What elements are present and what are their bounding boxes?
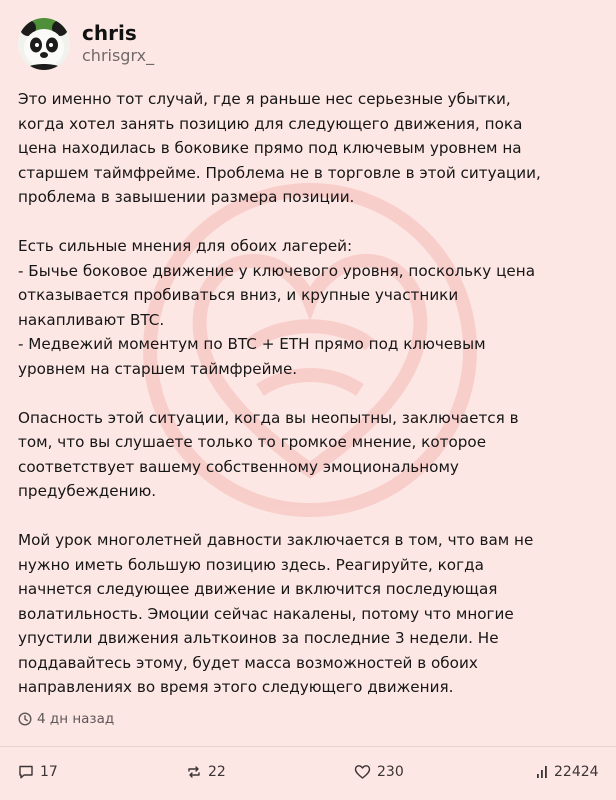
repost-count: 22 [208,764,226,780]
heart-icon [354,764,371,780]
clock-icon [18,712,32,726]
comment-icon [18,764,34,780]
author-display-name[interactable]: chris [82,21,137,45]
repost-icon [186,764,202,780]
reply-button[interactable] [18,758,58,786]
post-paragraph: Есть сильные мнения для обоих лагерей: - Бычье боковое движение у ключевого уровня, поскольку цена отказывается пробиваться вниз, и крупные участники накапливают BTC. - Медвежий моментум по BTC + ETH прямо под ключевым уровнем на старшем таймфрейме. [18,237,536,378]
post-body [18,87,603,700]
timestamp-text: 4 дн назад [37,711,115,727]
action-bar [0,758,616,786]
views-count: 22424 [554,764,599,780]
post-paragraph: Опасность этой ситуации, когда вы неопытны, заключается в том, что вы слушаете только то громкое мнение, которое соответствует вашему собственному эмоциональному предубеждению. [18,408,519,500]
like-count: 230 [377,764,404,780]
views-chart-icon [536,765,548,779]
avatar[interactable] [18,18,70,70]
post-paragraph: Это именно тот случай, где я раньше нес серьезные убытки, когда хотел занять позицию для следующего движения, пока цена находилась в боковике прямо под ключевым уровнем на старшем таймфрейме. Проблема не в торговле в этой ситуации, проблема в завышении размера позиции. [18,90,541,206]
post-paragraph: Мой урок многолетней давности заключается в том, что вам не нужно иметь большую позицию здесь. Реагируйте, когда начнется следующее движение и включится последующая волатильность. Эмоции сейчас накалены, потому что многие упустили движения альткоинов за последние 3 недели. Не поддавайтесь этому, будет масса возможностей в обоих направлениях во время этого следующего движения. [18,531,534,696]
reply-count: 17 [40,764,58,780]
post-timestamp [18,711,114,727]
like-button[interactable] [354,758,404,786]
views-indicator[interactable] [536,758,599,786]
divider [0,746,616,747]
author-handle[interactable]: chrisgrx_ [82,46,155,65]
author-names [82,21,154,67]
repost-button[interactable] [186,758,226,786]
post-header [18,18,154,70]
